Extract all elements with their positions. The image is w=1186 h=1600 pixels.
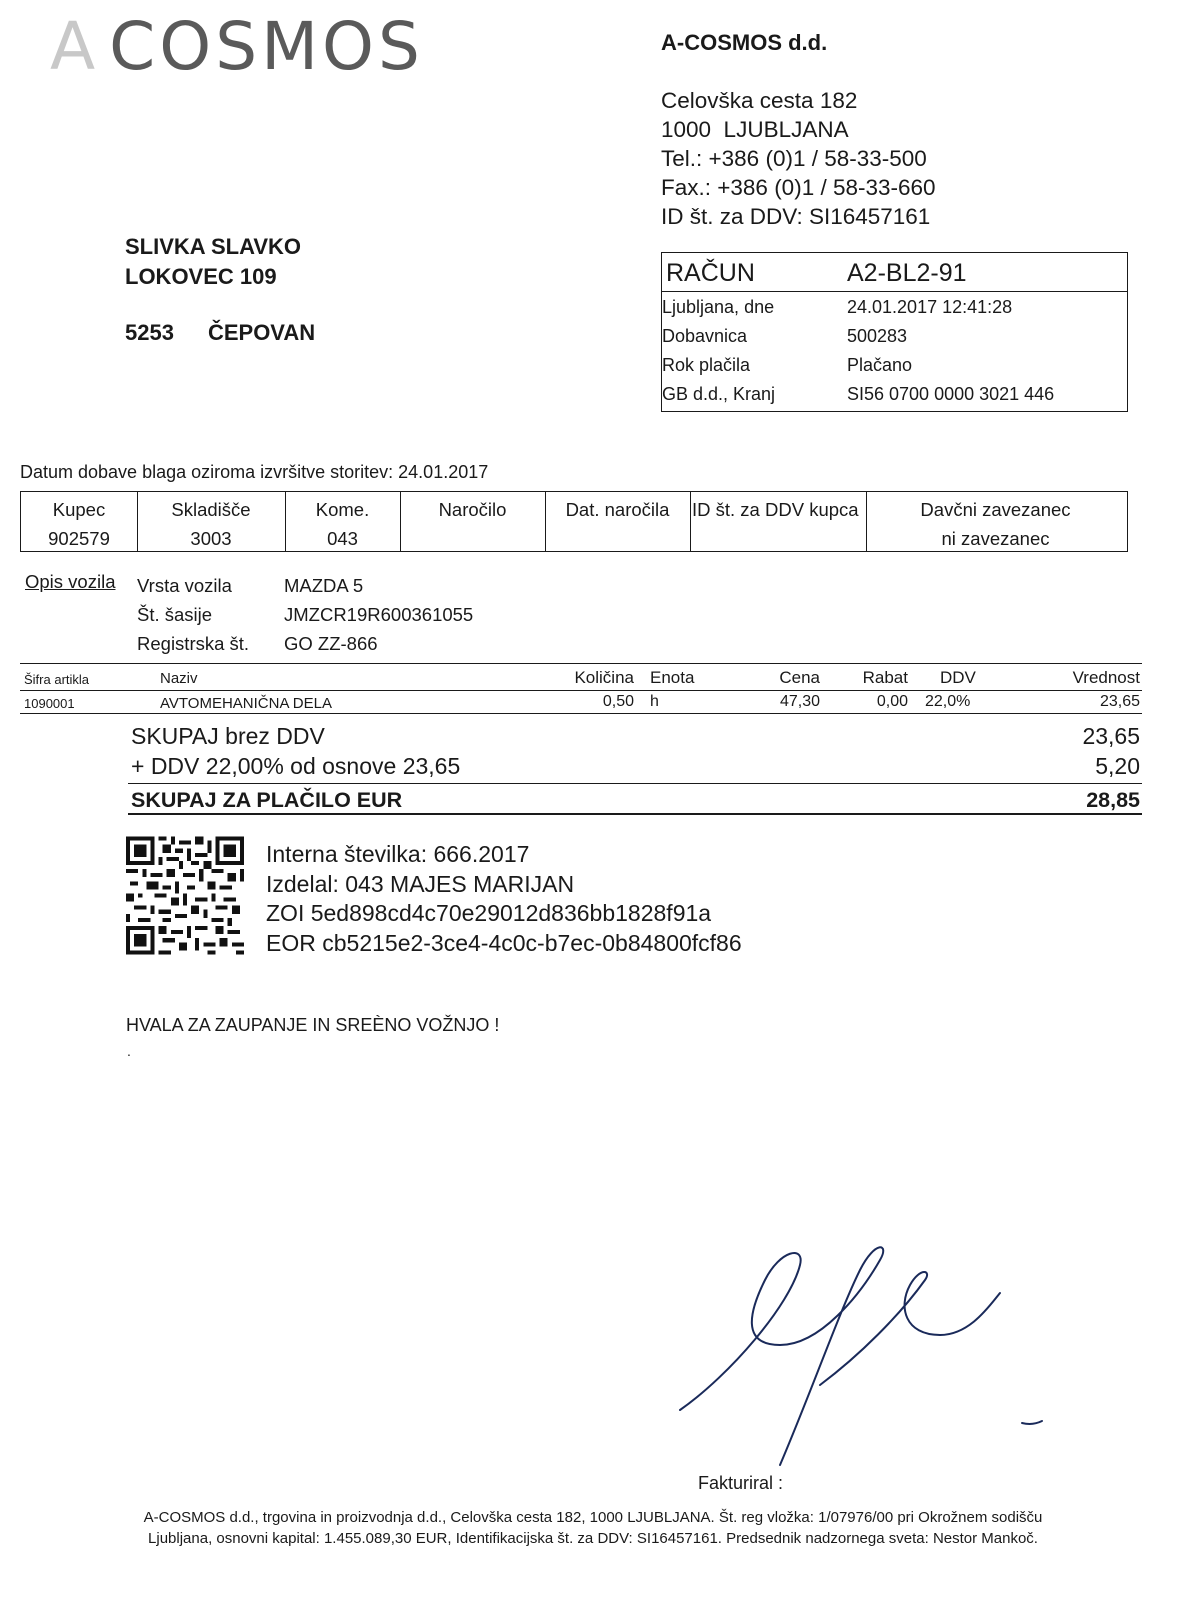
invoice-box — [661, 252, 1128, 412]
total-grand-value: 28,85 — [1086, 788, 1140, 812]
table-value: ni zavezanec — [941, 528, 1050, 549]
invoice-row-value: Plačano — [847, 355, 913, 375]
customer-city: ČEPOVAN — [207, 320, 316, 345]
customer-block — [125, 232, 301, 292]
item-discount: 0,00 — [876, 693, 908, 710]
issued-by: Izdelal: 043 MAJES MARIJAN — [266, 870, 575, 897]
items-header-qty: Količina — [574, 668, 634, 687]
vehicle-labels — [137, 571, 249, 658]
table-value: 3003 — [190, 528, 232, 549]
table-cell-buyer-vat — [690, 492, 867, 551]
table-value: 902579 — [48, 528, 110, 549]
invoice-row-label: Dobavnica — [662, 326, 748, 346]
vehicle-label: Št. šasije — [137, 604, 213, 625]
fiscal-info — [266, 840, 742, 958]
invoice-title-row — [662, 253, 1127, 292]
invoice-title: RAČUN — [666, 259, 755, 287]
total-net-label: SKUPAJ brez DDV — [131, 723, 325, 749]
table-header: ID št. za DDV kupca — [692, 499, 859, 520]
invoice-row-value: SI56 0700 0000 3021 446 — [847, 384, 1055, 404]
customer-info-table — [20, 491, 1128, 552]
invoice-number: A2-BL2-91 — [847, 259, 967, 287]
item-name: AVTOMEHANIČNA DELA — [160, 695, 332, 712]
table-cell-warehouse — [137, 492, 286, 551]
company-city: 1000 LJUBLJANA — [661, 117, 849, 142]
table-header: Dat. naročila — [565, 499, 670, 520]
vehicle-label: Vrsta vozila — [137, 575, 232, 596]
invoice-row-bank — [662, 380, 1127, 409]
table-header: Naročilo — [438, 499, 507, 520]
table-header: Davčni zavezanec — [920, 499, 1071, 520]
company-street: Celovška cesta 182 — [661, 88, 858, 113]
company-name: A-COSMOS d.d. — [661, 30, 828, 55]
table-value: 043 — [327, 528, 358, 549]
table-cell-buyer — [21, 492, 138, 551]
items-header-name: Naziv — [160, 670, 198, 687]
total-grand-label: SKUPAJ ZA PLAČILO EUR — [131, 788, 403, 812]
qr-code-icon — [126, 835, 244, 956]
footer-line: Ljubljana, osnovni kapital: 1.455.089,30 EUR, Identifikacijska št. za DDV: SI16457161. Predsednik nadzornega sveta: Nestor Mankoč. — [148, 1530, 1038, 1547]
items-header-code: Šifra artikla — [24, 672, 90, 687]
customer-city-line — [125, 320, 315, 346]
customer-address: LOKOVEC 109 — [125, 264, 277, 289]
item-value: 23,65 — [1099, 693, 1140, 710]
items-top-rule — [20, 663, 1142, 664]
item-unit: h — [650, 693, 659, 710]
logo-letter-a: A — [50, 8, 100, 85]
invoice-row-value: 500283 — [847, 326, 908, 346]
vehicle-label: Registrska št. — [137, 633, 250, 654]
items-header-discount: Rabat — [862, 668, 908, 687]
total-vat-value: 5,20 — [1095, 753, 1140, 779]
items-header-unit: Enota — [650, 668, 695, 687]
customer-name: SLIVKA SLAVKO — [125, 234, 302, 259]
thank-you-note: HVALA ZA ZAUPANJE IN SREÈNO VOŽNJO ! — [126, 1015, 500, 1035]
item-price: 47,30 — [779, 693, 820, 710]
company-logo — [50, 8, 424, 85]
footer-legal — [0, 1507, 1186, 1549]
invoice-row-due — [662, 351, 1127, 380]
table-header: Skladišče — [171, 499, 251, 520]
items-bottom-rule — [20, 713, 1142, 714]
company-fax: Fax.: +386 (0)1 / 58-33-660 — [661, 175, 936, 200]
company-tel: Tel.: +386 (0)1 / 58-33-500 — [661, 146, 927, 171]
invoice-row-label: GB d.d., Kranj — [662, 384, 776, 404]
invoice-row-date — [662, 293, 1127, 322]
total-net-value: 23,65 — [1082, 723, 1140, 749]
footer-line: A-COSMOS d.d., trgovina in proizvodnja d.d., Celovška cesta 182, 1000 LJUBLJANA. Št. reg vložka: 1/07976/00 pri Okrožnem sodišču — [143, 1509, 1043, 1526]
total-vat-label: + DDV 22,00% od osnove 23,65 — [131, 753, 461, 779]
table-cell-order — [400, 492, 546, 551]
vehicle-value: JMZCR19R600361055 — [284, 604, 474, 625]
table-cell-commercialist — [285, 492, 401, 551]
vehicle-value: GO ZZ-866 — [284, 633, 378, 654]
internal-number: Interna številka: 666.2017 — [266, 841, 530, 867]
invoice-row-value: 24.01.2017 12:41:28 — [847, 297, 1013, 317]
zoi-code: ZOI 5ed898cd4c70e29012d836bb1828f91a — [266, 900, 712, 926]
item-vat: 22,0% — [925, 693, 971, 710]
vehicle-title: Opis vozila — [25, 571, 116, 592]
signature-icon — [670, 1225, 1070, 1485]
table-header: Kupec — [52, 499, 106, 520]
items-header-rule — [20, 690, 1142, 691]
totals-rule-bottom — [128, 813, 1142, 815]
company-vat: ID št. za DDV: SI16457161 — [661, 204, 931, 229]
table-cell-taxpayer — [866, 492, 1125, 551]
totals-rule-top — [128, 783, 1142, 784]
item-code: 1090001 — [24, 696, 75, 711]
item-qty: 0,50 — [602, 693, 634, 710]
delivery-date: Datum dobave blaga oziroma izvršitve storitev: 24.01.2017 — [20, 462, 489, 482]
invoice-row-delivery-note — [662, 322, 1127, 351]
invoice-row-label: Rok plačila — [662, 355, 751, 375]
company-address — [661, 86, 936, 231]
invoiced-by-label: Fakturiral : — [698, 1473, 784, 1493]
customer-postcode: 5253 — [125, 320, 174, 345]
items-header-value: Vrednost — [1072, 668, 1140, 687]
items-header-vat: DDV — [940, 668, 976, 687]
vehicle-values — [284, 571, 473, 658]
eor-code: EOR cb5215e2-3ce4-4c0c-b7ec-0b84800fcf86 — [266, 929, 742, 956]
stray-mark: . — [127, 1043, 131, 1059]
items-header-price: Cena — [779, 668, 820, 687]
invoice-row-label: Ljubljana, dne — [662, 297, 775, 317]
table-cell-order-date — [545, 492, 691, 551]
vehicle-value: MAZDA 5 — [284, 575, 364, 596]
table-header: Kome. — [315, 499, 370, 520]
logo-word: COSMOS — [109, 8, 424, 85]
